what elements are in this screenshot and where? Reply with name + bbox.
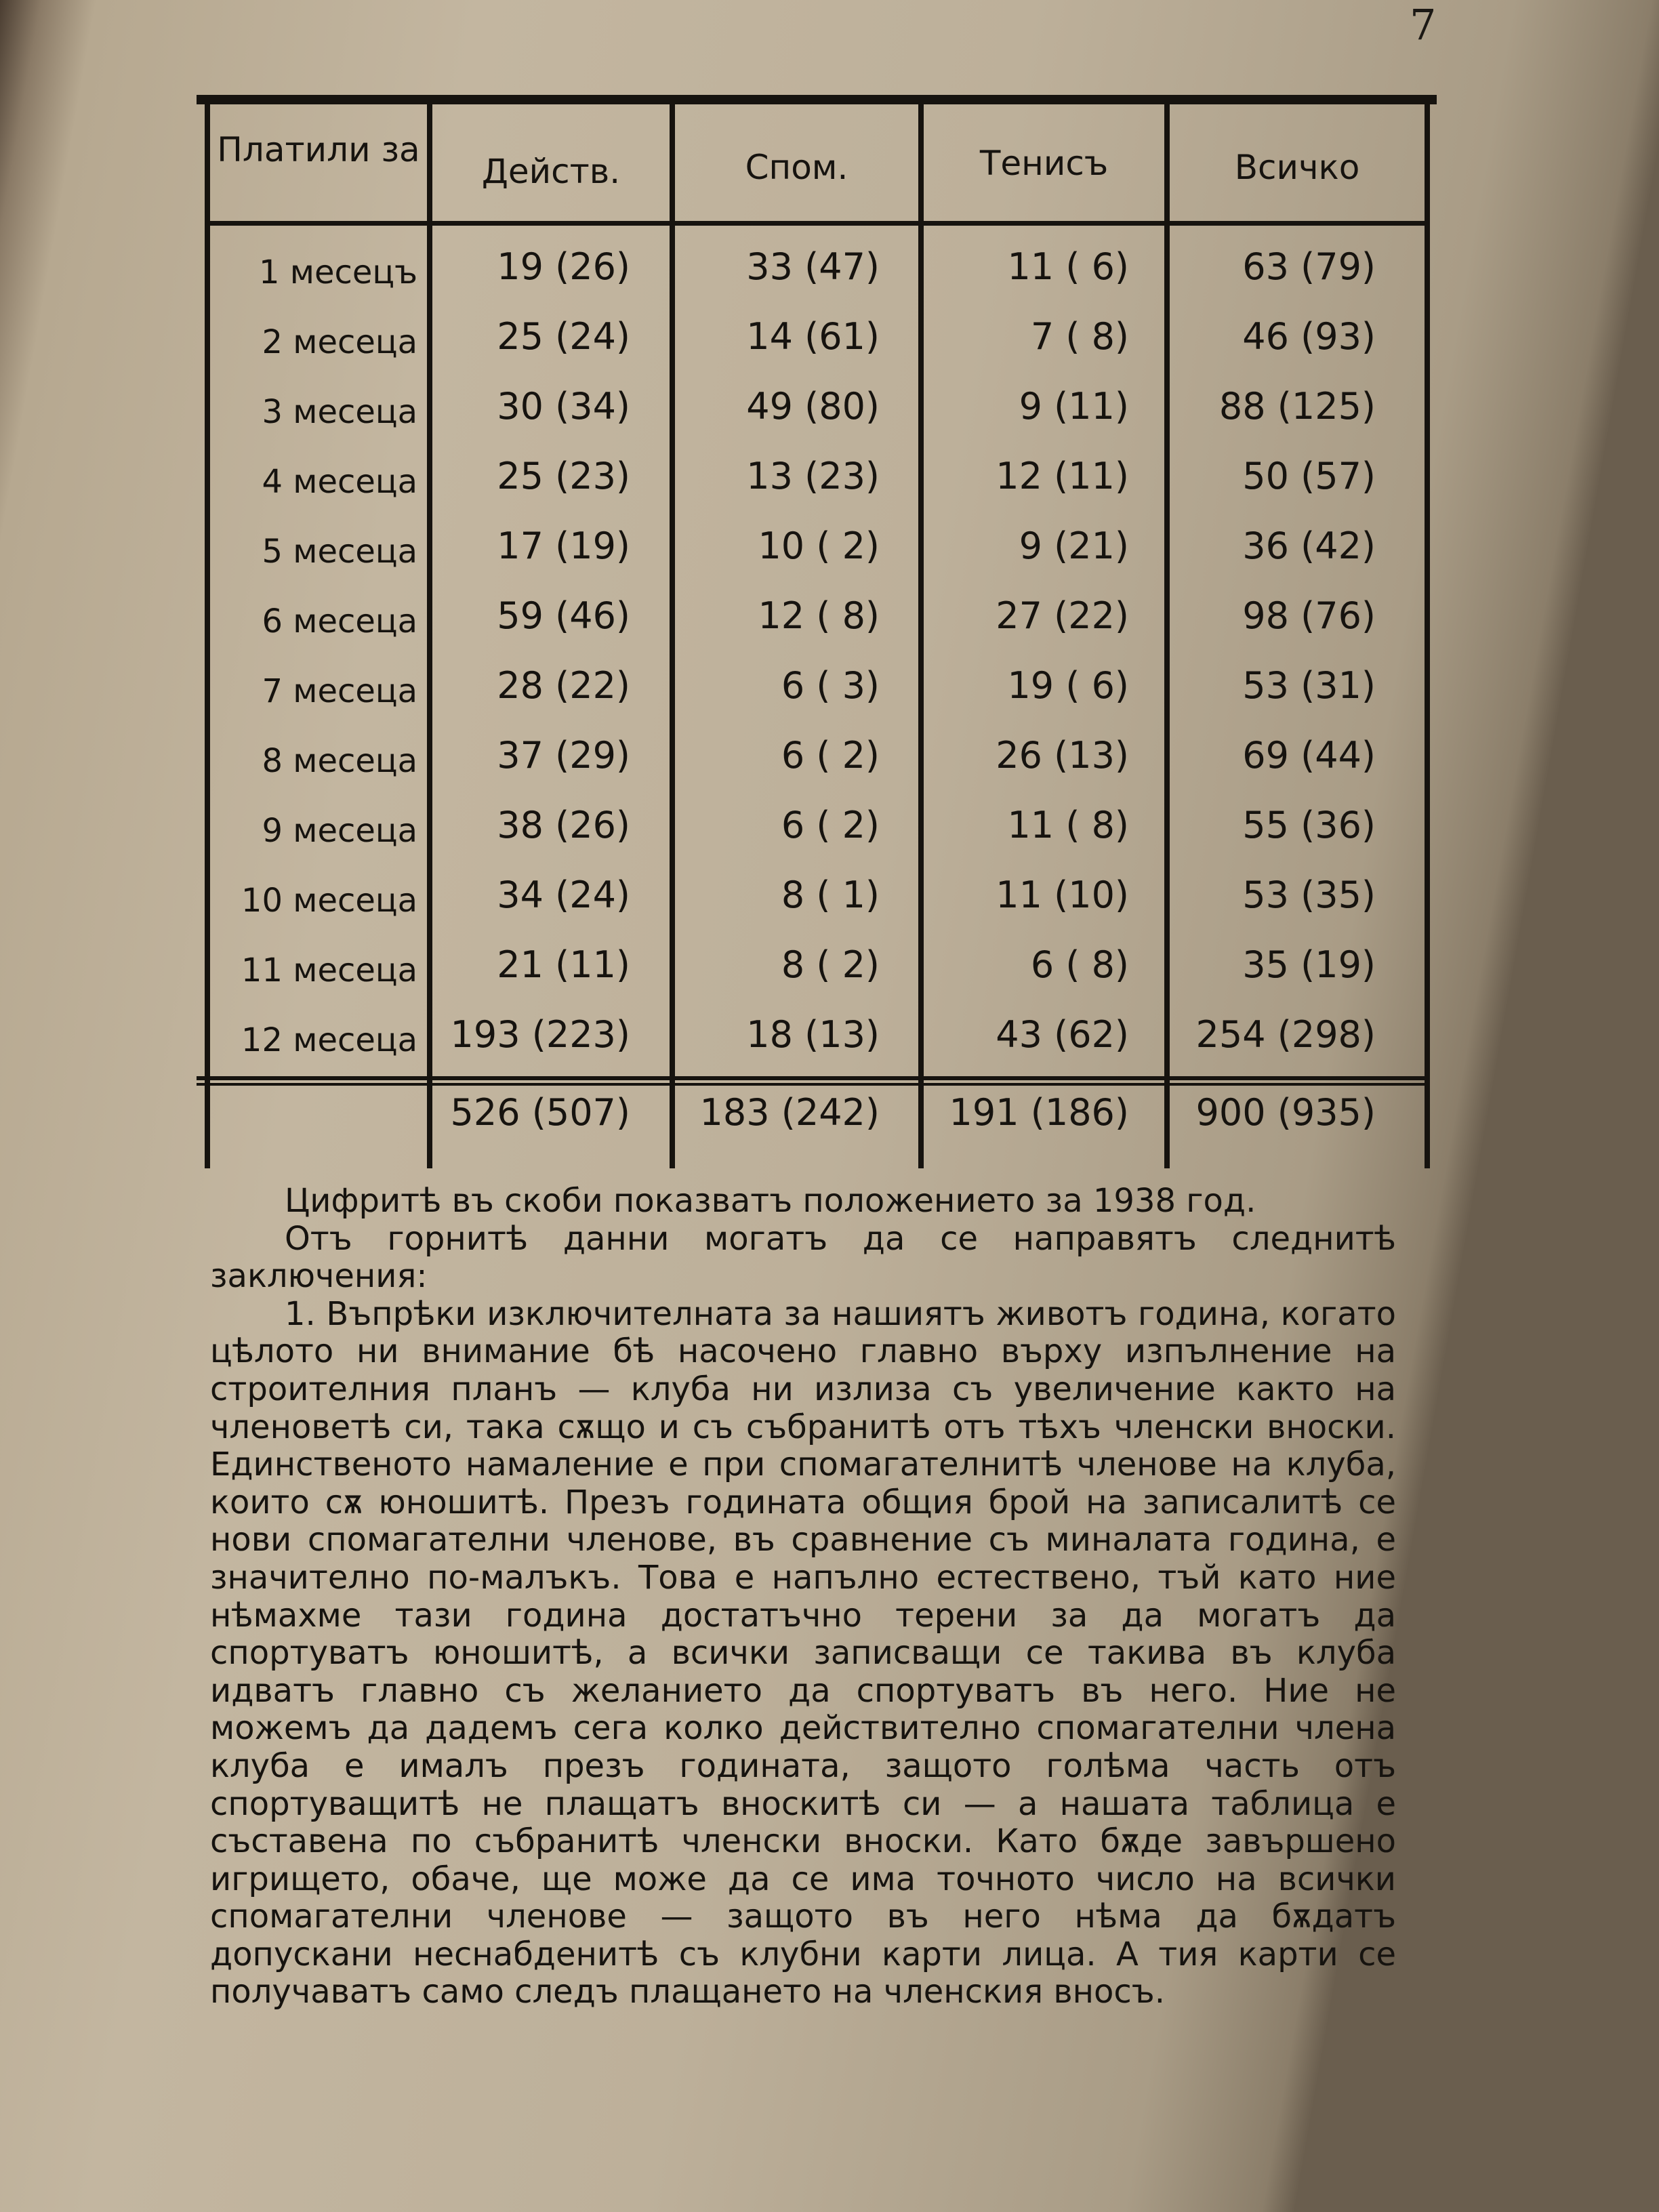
table-cell: 43 (62) (996, 1013, 1129, 1056)
table-cell: 19 (26) (497, 245, 630, 288)
table-cell: 25 (24) (497, 315, 630, 358)
table-cell: 49 (80) (746, 385, 880, 428)
table-cell: 193 (223) (450, 1013, 630, 1056)
table-cell: 18 (13) (746, 1013, 880, 1056)
table-cell: 12 (11) (996, 455, 1129, 497)
body-text (210, 1183, 1396, 2011)
header-paid-for: Платили за (217, 130, 420, 169)
table-cell: 63 (79) (1242, 245, 1376, 288)
row-label: 3 месеца (262, 393, 417, 431)
row-label: 9 месеца (262, 812, 417, 850)
row-label: 5 месеца (262, 533, 417, 571)
total-cell: 900 (935) (1195, 1091, 1376, 1134)
header-supporting: Спом. (745, 148, 848, 187)
table-cell: 30 (34) (497, 385, 630, 428)
table-cell: 69 (44) (1242, 734, 1376, 777)
intro-line: Отъ горнитѣ данни могатъ да се направятъ следнитѣ заключения: (210, 1219, 1396, 1296)
table-cell: 14 (61) (746, 315, 880, 358)
total-cell: 191 (186) (949, 1091, 1129, 1134)
table-cell: 50 (57) (1242, 455, 1376, 497)
table-cell: 53 (35) (1242, 874, 1376, 916)
total-cell: 526 (507) (450, 1091, 630, 1134)
table-cell: 11 ( 6) (1007, 245, 1129, 288)
table-cell: 8 ( 1) (781, 874, 880, 916)
row-label: 10 месеца (241, 882, 417, 920)
row-label: 7 месеца (262, 672, 417, 710)
table-cell: 98 (76) (1242, 594, 1376, 637)
table-cell: 254 (298) (1195, 1013, 1376, 1056)
row-label: 4 месеца (262, 463, 417, 501)
paragraph-1: 1. Въпрѣки изключителната за нашиятъ животъ година, когато цѣлото ни внимание бѣ насочено главно върху изпълнение на строителния планъ — клуба ни излиза съ увеличение както на членоветѣ си, така сѫщо и съ събранитѣ отъ тѣхъ членски вноски. Единственото намаление е при спомагателнитѣ членове на клуба, които сѫ юношитѣ. Презъ годината общия брой на записалитѣ се нови спомагателни членове, въ сравнение съ миналата година, е значително по-малъкъ. Това е напълно естествено, тъй като ние нѣмахме тази година достатъчно терени за да могатъ да спортуватъ юношитѣ, а всички записващи се такива въ клуба идватъ главно съ желанието да спортуватъ въ него. Ние не можемъ да дадемъ сега колко действително спомагателни члена клуба е ималъ презъ годината, защото голѣма часть отъ спортуващитѣ не плащатъ вноскитѣ си — а нашата таблица е съставена по събранитѣ членски вноски. Като бѫде завършено игрището, обаче, ще може да се има точното число на всички спомагателни членове — защото въ него нѣма да бѫдатъ допускани неснабденитѣ съ клубни карти лица. А тия карти се получаватъ само следъ плащането на членския вносъ. (210, 1294, 1396, 2011)
table-cell: 12 ( 8) (758, 594, 880, 637)
note-line: Цифритѣ въ скоби показватъ положението за 1938 год. (285, 1182, 1256, 1220)
table-cell: 55 (36) (1242, 804, 1376, 846)
page-number: 7 (1410, 0, 1437, 49)
row-label: 1 месецъ (258, 253, 417, 291)
table-cell: 6 ( 8) (1030, 943, 1129, 986)
table-cell: 27 (22) (996, 594, 1129, 637)
table-cell: 25 (23) (497, 455, 630, 497)
table-cell: 38 (26) (497, 804, 630, 846)
table-cell: 17 (19) (497, 525, 630, 567)
table-cell: 34 (24) (497, 874, 630, 916)
table-cell: 13 (23) (746, 455, 880, 497)
total-cell: 183 (242) (699, 1091, 880, 1134)
table-cell: 6 ( 3) (781, 664, 880, 707)
header-bottom-rule (210, 221, 1430, 226)
table-top-rule (197, 95, 1437, 104)
membership-table (197, 95, 1437, 1172)
table-cell: 11 ( 8) (1007, 804, 1129, 846)
header-tennis: Тенисъ (979, 144, 1109, 183)
table-cell: 8 ( 2) (781, 943, 880, 986)
table-cell: 10 ( 2) (758, 525, 880, 567)
row-label: 11 месеца (241, 951, 417, 989)
table-cell: 88 (125) (1218, 385, 1376, 428)
table-cell: 59 (46) (497, 594, 630, 637)
table-cell: 37 (29) (497, 734, 630, 777)
header-active: Действ. (481, 152, 621, 191)
table-cell: 21 (11) (497, 943, 630, 986)
table-cell: 9 (11) (1019, 385, 1129, 428)
table-cell: 26 (13) (996, 734, 1129, 777)
table-cell: 7 ( 8) (1030, 315, 1129, 358)
table-cell: 33 (47) (746, 245, 880, 288)
totals-top-rule (197, 1076, 1430, 1080)
header-total: Всичко (1234, 148, 1360, 187)
row-label: 2 месеца (262, 323, 417, 361)
table-cell: 53 (31) (1242, 664, 1376, 707)
col-line-6 (1425, 104, 1430, 1168)
table-cell: 35 (19) (1242, 943, 1376, 986)
table-cell: 46 (93) (1242, 315, 1376, 358)
table-cell: 11 (10) (996, 874, 1129, 916)
table-cell: 19 ( 6) (1007, 664, 1129, 707)
totals-second-rule (197, 1083, 1430, 1086)
table-cell: 6 ( 2) (781, 734, 880, 777)
table-cell: 36 (42) (1242, 525, 1376, 567)
row-label: 6 месеца (262, 602, 417, 640)
table-cell: 6 ( 2) (781, 804, 880, 846)
row-label: 8 месеца (262, 742, 417, 780)
table-cell: 9 (21) (1019, 525, 1129, 567)
table-cell: 28 (22) (497, 664, 630, 707)
row-label: 12 месеца (241, 1021, 417, 1059)
